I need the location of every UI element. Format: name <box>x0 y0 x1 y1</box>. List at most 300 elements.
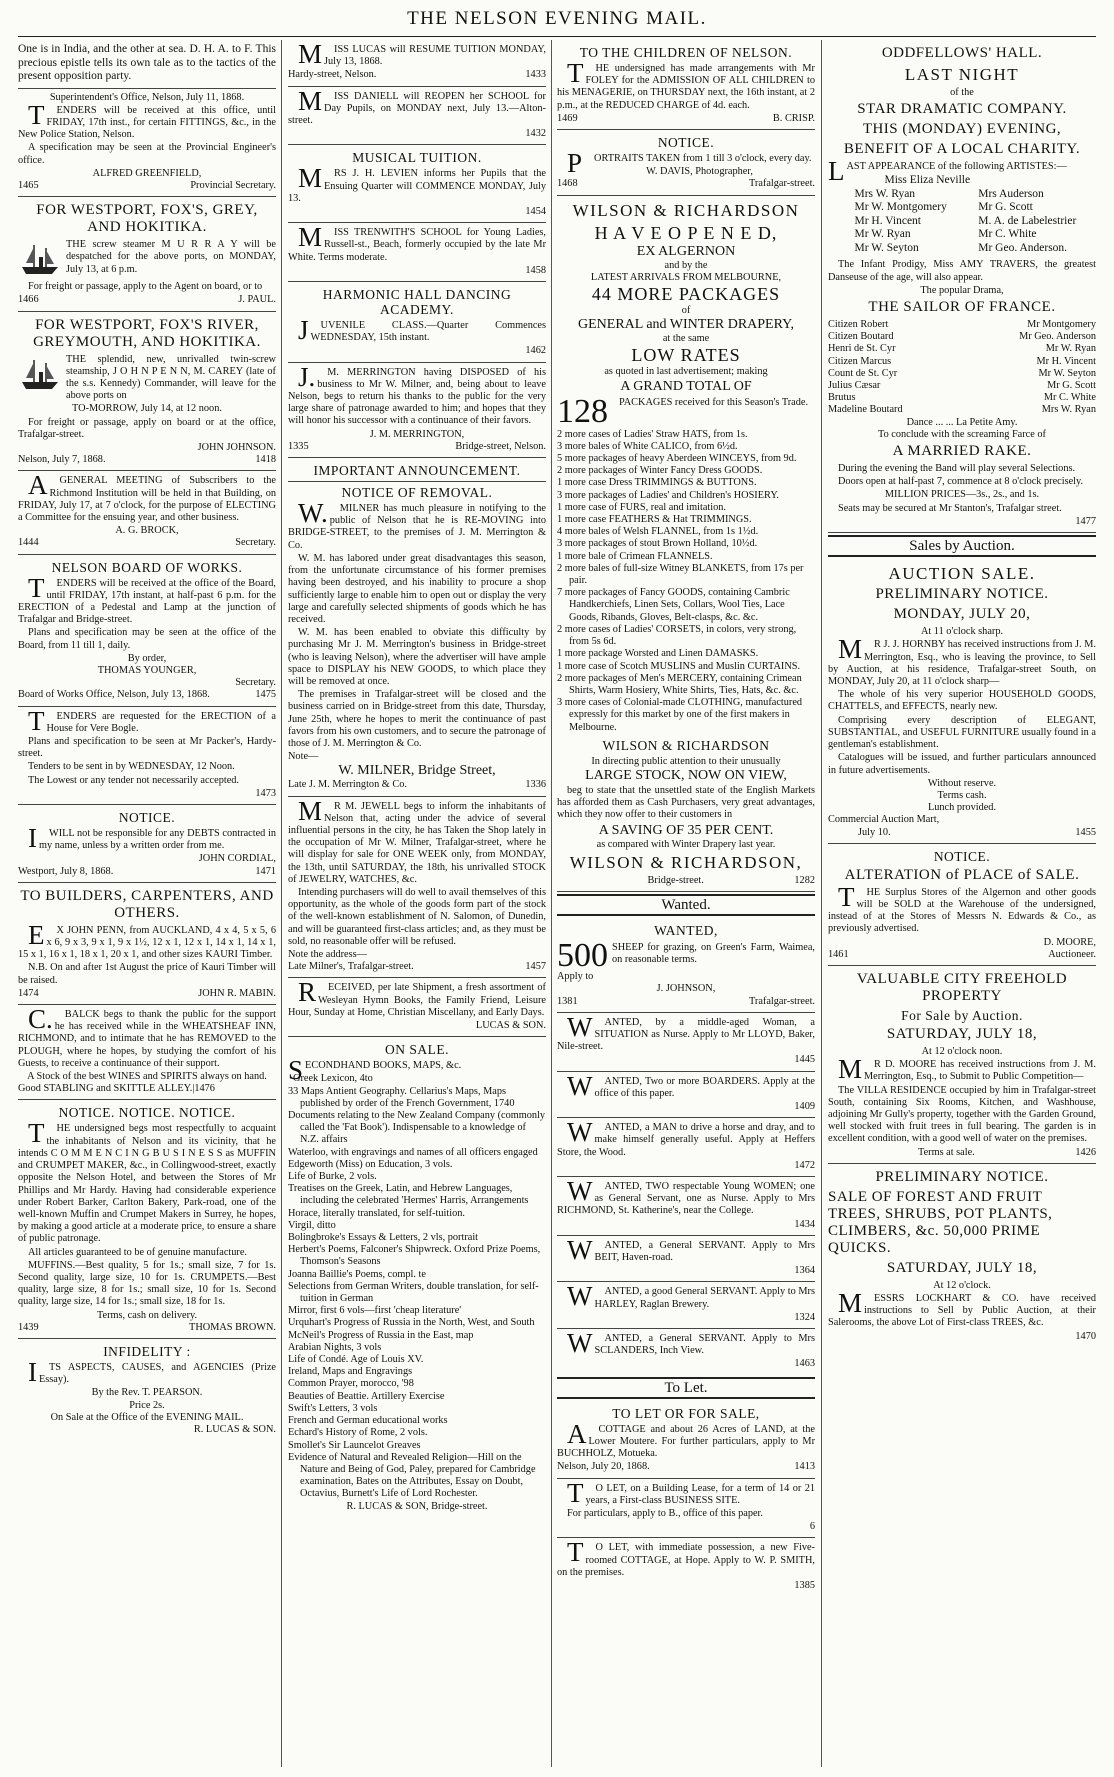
ad-secondhand-books <box>288 1037 546 1517</box>
ad-wanted <box>557 1177 815 1236</box>
book-list-item: Edgeworth (Miss) on Education, 3 vols. <box>288 1158 453 1170</box>
ad-signer: R. LUCAS & SON, Bridge-street. <box>346 1500 488 1512</box>
wanted-ads <box>557 1013 815 1375</box>
ad-number: 1475 <box>255 689 276 701</box>
goods-list-item: 1 more bale of Crimean FLANNELS. <box>557 550 713 562</box>
ad-terms: Terms cash. <box>937 789 987 801</box>
ad-trenwith-school <box>288 223 546 282</box>
ad-heading: INFIDELITY : <box>103 1343 191 1359</box>
goods-list-item: 7 more packages of Fancy GOODS, containing Cambric Handkerchiefs, Linen Sets, Collars, Wool Ties, Lace Goods, Ribands, Gloves, Belt-clasps, &c. &c. <box>557 587 790 623</box>
goods-list-item: 5 more packages of heavy Aberdeen WINCEYS, from 9d. <box>557 453 797 465</box>
ad-body-4: as compared with Winter Drapery last year. <box>596 838 776 850</box>
artiste-name: Mr H. Vincent <box>854 214 921 227</box>
book-list <box>288 1073 546 1500</box>
ad-conclude: To conclude with the screaming Farce of <box>878 428 1046 440</box>
ad-wanted <box>557 1118 815 1177</box>
ad-number: 1477 <box>1075 515 1096 527</box>
ad-body-2: Plans and specification to be seen at Mr Packer's, Hardy-street. <box>18 736 276 760</box>
ad-drama: THE SAILOR OF FRANCE. <box>868 299 1056 316</box>
goods-list-item: 4 more bales of Welsh FLANNEL, from 1s 1½d. <box>557 526 759 538</box>
ad-richmond-institution <box>18 471 276 554</box>
ad-muffin-maker <box>18 1100 276 1338</box>
goods-list-item: 2 more cases of Ladies' Straw HATS, from 1s. <box>557 428 748 440</box>
ad-heading: FOR WESTPORT, FOX'S RIVER, GREYMOUTH, AND HOKITIKA. <box>33 316 261 350</box>
ad-cordial-notice <box>18 805 276 883</box>
ad-body-2: For particulars, apply to B., office of this paper. <box>567 1508 763 1520</box>
ad-body-2: In directing public attention to their unusually <box>591 755 781 767</box>
ad-heading: TO LET OR FOR SALE, <box>612 1405 760 1421</box>
artiste-name: Mr W. Montgomery <box>854 201 947 214</box>
ad-number: 1385 <box>794 1580 815 1592</box>
ad-place: Bridge-street, Nelson. <box>455 440 546 452</box>
ad-line: A GRAND TOTAL OF <box>620 378 752 394</box>
ad-number: 1462 <box>525 345 546 357</box>
ad-heading: NOTICE. <box>118 810 176 826</box>
ad-heading: TO BUILDERS, CARPENTERS, AND OTHERS. <box>20 887 274 921</box>
book-list-item: Virgil, ditto <box>288 1219 336 1231</box>
ad-body-3: MUFFINS.—Best quality, 5 for 1s.; small size, 7 for 1s. Second quality, large size, 10 for 1s. CRUMPETS.—Best quality, large size, 8 for 1s.; small size, 10 for 1s. Second quality, large size, 14 for 1s.; small size, 18 for 1s. <box>18 1259 276 1308</box>
ad-heading: VALUABLE CITY FREEHOLD PROPERTY <box>856 970 1068 1004</box>
ad-musical-tuition <box>288 145 546 223</box>
ad-infant: The Infant Prodigy, Miss AMY TRAVERS, the greatest Danseuse of the age, will also appear. <box>828 259 1096 283</box>
ad-number: 1474 <box>18 987 39 999</box>
ad-body: SHEEP for grazing, on Green's Farm, Waimea, on reasonable terms. <box>612 942 815 966</box>
ad-benefit: BENEFIT OF A LOCAL CHARITY. <box>843 141 1081 158</box>
ad-wanted <box>557 1329 815 1375</box>
ad-wilson-richardson <box>557 196 815 892</box>
ad-dancing-academy <box>288 282 546 363</box>
ad-body: MISS DANIELL will REOPEN her SCHOOL for Day Pupils, on MONDAY next, July 13.—Alton-street. <box>288 85 546 127</box>
ad-sale: On Sale at the Office of the EVENING MAIL. <box>50 1411 244 1423</box>
ad-body: THE Surplus Stores of the Algernon and other goods will be SOLD at the Warehouse of the undersigned, instead of at the Stores of Messrs N. Edwards & Co., as previously advertised. <box>828 881 1096 935</box>
ad-number: 1455 <box>1075 826 1096 838</box>
ad-company: STAR DRAMATIC COMPANY. <box>857 101 1067 118</box>
role-row <box>828 331 1096 343</box>
role-row <box>828 356 1096 368</box>
ad-number: 1461 <box>828 948 849 960</box>
ad-heading: MUSICAL TUITION. <box>352 150 482 166</box>
ad-body-2: A specification may be seen at the Provincial Engineer's office. <box>18 142 276 166</box>
artiste-name: Miss Eliza Neville <box>884 174 971 187</box>
book-list-item: Joanna Baillie's Poems, compl. te <box>288 1268 426 1280</box>
ad-body: C.BALCK begs to thank the public for the support he has received while in the WHEATSHEAF INN, RICHMOND, and to intimate that he has REMOVED to the PLOUGH, where he hopes, by studying the comfort of his Guests, to receive a continuance of their support. <box>18 1004 276 1069</box>
column-divider <box>281 40 282 1767</box>
ad-body: MESSRS LOCKHART & CO. have received instructions to Sell by Public Auction, at their Salerooms, the above Lot of First-class TREES, &c. <box>828 1287 1096 1329</box>
ad-number: 1335 <box>288 440 309 452</box>
book-list-item: French and German educational works <box>288 1415 448 1427</box>
ad-signer: A. G. BROCK, <box>115 525 179 537</box>
role-character: Henri de St. Cyr <box>828 343 896 355</box>
artiste-name: Mr G. Scott <box>978 201 1033 214</box>
ad-body-3: W. M. has been enabled to obviate this difficulty by purchasing Mr J. M. Merrington's business in Bridge-street (who is leaving Nelson), where the advertiser will have ample space to DISPLAY his NEW GOODS, to which place they will be removed at once. <box>288 627 546 687</box>
ad-big-number: 500 <box>557 941 608 972</box>
column-1 <box>18 40 276 1771</box>
role-actor: Mr Geo. Anderson <box>1019 331 1096 343</box>
role-actor: Mr G. Scott <box>1047 380 1096 392</box>
ad-author: By the Rev. T. PEARSON. <box>91 1387 203 1399</box>
ad-body: THE undersigned begs most respectfully to acquaint the inhabitants of Nelson and its vicinity, that he intends C O M M E N C I N G B U S I N E S S as MUFFIN and CRUMPET MAKER, &c., in Collingwood-street, exactly opposite the Nelson Hotel, and between the Stores of Mr Phillips and Mr Hardy. Having had considerable experience under Robert Barker, Carlton Bakery, Park-road, one of the well-known Muffin and Crumpet Makers in Surrey, he hopes, by making a good article at a moderate price, to ensure a share of public patronage. <box>18 1118 276 1245</box>
ad-line: PACKAGES received for this Season's Trade. <box>618 396 809 408</box>
ad-appearance: LAST APPEARANCE of the following ARTISTES:— <box>828 156 1067 187</box>
book-list-item: Ireland, Maps and Engravings <box>288 1366 413 1378</box>
goods-list-item: 1 more case FEATHERS & Hat TRIMMINGS. <box>557 514 752 526</box>
ad-body: WANTED, a General SERVANT. Apply to Mrs BEIT, Haven-road. <box>567 1234 815 1265</box>
masthead: THE NELSON EVENING MAIL. <box>407 8 707 29</box>
ad-number: 1463 <box>794 1358 815 1370</box>
ad-body-2: N.B. On and after 1st August the price of Kauri Timber will be raised. <box>18 962 276 986</box>
ad-balck-plough-inn <box>18 1005 276 1100</box>
ad-merrington-disposed <box>288 363 546 458</box>
ad-wanted <box>557 1236 815 1283</box>
ad-board-of-works <box>18 555 276 707</box>
ad-signer: J. JOHNSON, <box>656 983 716 995</box>
goods-list-item: 1 more case of Scotch MUSLINS and Muslin CURTAINS. <box>557 660 801 672</box>
ad-heading: HARMONIC HALL DANCING ACADEMY. <box>322 287 512 318</box>
ad-number: 1439 <box>18 1321 39 1333</box>
ad-body: PORTRAITS TAKEN from 1 till 3 o'clock, every day. <box>567 148 812 179</box>
ad-body: MISS LUCAS will RESUME TUITION MONDAY, July 13, 1868. <box>298 40 546 69</box>
ad-forest-trees-sale <box>828 1164 1096 1347</box>
ad-heading-2: WILSON & RICHARDSON <box>602 737 770 753</box>
ad-signer: JOHN CORDIAL, <box>198 853 276 865</box>
artiste-list <box>847 174 1097 255</box>
book-list-item: Echard's History of Rome, 2 vols. <box>288 1427 428 1439</box>
ad-body-3: Comprising every description of ELEGANT, SUBSTANTIAL, and USEFUL FURNITURE usually found in a gentleman's establishment. <box>828 714 1096 751</box>
role-actor: Mr W. Ryan <box>1045 343 1096 355</box>
ad-number: 1433 <box>525 69 546 81</box>
role-character: Brutus <box>828 392 856 404</box>
ad-number: 1409 <box>794 1100 815 1112</box>
ad-alteration-of-sale <box>828 844 1096 966</box>
book-list-item: Horace, literally translated, for self-tuition. <box>288 1207 465 1219</box>
ad-time: At 11 o'clock sharp. <box>920 626 1004 638</box>
ad-signer: B. CRISP. <box>772 112 815 124</box>
ad-wanted <box>557 1282 815 1329</box>
ad-of: of the <box>950 87 974 98</box>
ad-murray-steamer <box>18 197 276 311</box>
ad-place: Trafalgar-street. <box>748 178 815 190</box>
book-list-item: Selections from German Writers, double translation, for self-tuition in German <box>288 1280 539 1305</box>
book-list-item: Common Prayer, morocco, '98 <box>288 1378 414 1390</box>
ad-lucas-school <box>288 40 546 87</box>
ad-body: RECEIVED, per late Shipment, a fresh assortment of Wesleyan Hymn Books, the Family Friend, Leisure Hour, Sunday at Home, Christian Miscellany, and Early Days. <box>288 977 546 1018</box>
ad-price: Price 2s. <box>129 1399 165 1411</box>
ad-order: By order, <box>127 652 167 664</box>
role-actor: Mr Montgomery <box>1027 319 1096 331</box>
ad-children-menagerie <box>557 40 815 130</box>
ad-infidelity-essay <box>18 1339 276 1440</box>
ad-number: 1445 <box>794 1054 815 1066</box>
column-divider <box>551 40 552 1767</box>
role-row <box>828 380 1096 392</box>
artiste-name: Mrs W. Ryan <box>854 187 916 200</box>
goods-list-item: 2 more bales of full-size Witney BLANKETS, from 17s per pair. <box>557 562 804 587</box>
ad-number: 1470 <box>1075 1330 1096 1342</box>
goods-list-item: 1 more package Worsted and Linen DAMASKS. <box>557 648 759 660</box>
ad-heading: IMPORTANT ANNOUNCEMENT. <box>313 463 521 479</box>
goods-list-item: 3 more packages of Ladies' and Children's HOSIERY. <box>557 489 780 501</box>
ad-apply: Apply to <box>557 971 594 983</box>
ad-terms: Terms, cash on delivery. <box>96 1309 198 1321</box>
ad-place: Hardy-street, Nelson. <box>288 69 377 81</box>
role-actor: Mr C. White <box>1043 392 1096 404</box>
ad-saving: A SAVING OF 35 PER CENT. <box>598 822 774 838</box>
ad-heading-3: WILSON & RICHARDSON, <box>569 852 803 872</box>
ad-note: Note— <box>288 751 319 763</box>
ad-heading: WILSON & RICHARDSON <box>572 200 800 220</box>
ad-mart: Commercial Auction Mart, <box>828 814 940 826</box>
ad-body: THE splendid, new, unrivalled twin-screw steamship, J O H N P E N N, M. CAREY (late of the s.s. Kennedy) Commander, will leave for the above ports on <box>66 353 276 402</box>
ad-big-number: 128 <box>557 396 608 427</box>
artiste-name: Mrs Auderson <box>978 187 1044 200</box>
ad-number: 1444 <box>18 537 39 549</box>
book-list-item: Life of Condé. Age of Louis XV. <box>288 1354 424 1366</box>
ad-body-2: Intending purchasers will do well to avail themselves of this opportunity, as the whole of the goods form part of the stock of the well-known establishment of N. Salomon, of Dunedin, and will be guaranteed first-class articles; and, as they must be sold, no reasonable offer will be refused. <box>288 886 546 947</box>
ad-body: TENDERS will be received at the office of the Board, until FRIDAY, 17th instant, at half-past 6 p.m. for the ERECTION of a Pedestal and Lamp at the junction of Trafalgar and Bridge-street. <box>18 572 276 626</box>
ad-signer: THOMAS BROWN. <box>189 1321 276 1333</box>
ad-title: Provincial Secretary. <box>190 179 276 191</box>
book-list-item: Herbert's Poems, Falconer's Shipwreck. Oxford Prize Poems, Thomson's Seasons <box>288 1244 541 1268</box>
ad-body-3: Tenders to be sent in by WEDNESDAY, 12 Noon. <box>28 761 235 773</box>
ad-body-4: Catalogues will be issued, and further particulars announced in future advertisements. <box>828 752 1096 776</box>
ad-heading: ON SALE. <box>385 1042 449 1058</box>
ad-place: Board of Works Office, Nelson, July 13, 1868. <box>18 689 210 701</box>
book-list-item: Mirror, first 6 vols—first 'cheap literature' <box>288 1305 462 1317</box>
ad-number: 1469 <box>557 112 578 124</box>
ad-signer: ALFRED GREENFIELD, <box>92 167 202 179</box>
ad-body: THE screw steamer M U R R A Y will be despatched for the above ports, on MONDAY, July 13, at 6 p.m. <box>66 239 276 275</box>
ad-to-let-cottage-land <box>557 1401 815 1479</box>
column-divider <box>821 40 822 1767</box>
ad-line: H A V E O P E N E D, <box>594 222 778 243</box>
ad-number: 1432 <box>525 128 546 140</box>
ad-number: 1465 <box>18 179 39 191</box>
book-list-item: Smollet's Sir Launcelot Greaves <box>288 1439 421 1451</box>
goods-list-item: 3 more bales of White CALICO, from 6½d. <box>557 440 738 452</box>
ad-signer: JOHN R. MABIN. <box>198 987 276 999</box>
ad-wanted <box>557 1013 815 1072</box>
ad-body: TENDERS are requested for the ERECTION of a House for Vere Bogle. <box>28 705 276 736</box>
role-row <box>828 404 1096 416</box>
role-row <box>828 392 1096 404</box>
role-actor: Mr H. Vincent <box>1036 355 1096 367</box>
ad-body: MRS J. H. LEVIEN informs her Pupils that the Ensuing Quarter will COMMENCE MONDAY, July 13. <box>288 163 546 204</box>
ad-sub: SALE OF FOREST AND FRUIT TREES, SHRUBS, POT PLANTS, CLIMBERS, &c. 50,000 PRIME QUICKS. <box>828 1188 1053 1256</box>
ad-signer: W. MILNER, Bridge Street, <box>338 763 496 779</box>
artiste-name: Mr W. Ryan <box>854 228 911 241</box>
ad-body: EX JOHN PENN, from AUCKLAND, 4 x 4, 5 x 5, 6 x 6, 9 x 3, 9 x 1, 9 x 1½, 12 x 1, 12 x 1, 14 x 1, 14 x 1, 15 x 1, 16 x 1, 18 x 1, 20 x 1, and other sizes KAURI Timber. <box>18 919 276 961</box>
steamship-icon <box>18 354 62 394</box>
ad-line: of <box>681 305 691 317</box>
section-auction: Sales by Auction. <box>828 535 1096 557</box>
ad-date-2: July 10. <box>858 826 891 838</box>
ad-oddfellows-hall <box>828 40 1096 533</box>
ad-body: TENDERS will be received at this office, until FRIDAY, 17th inst., for certain FITTINGS, &c., in the New Police Station, Nelson. <box>18 99 276 141</box>
ad-body: MR J. J. HORNBY has received instructions from J. M. Merrington, Esq., who is leaving the province, to Sell by Auction, at his residence, Trafalgar-street South, on MONDAY, July 20, at 11 o'clock sharp— <box>828 634 1096 688</box>
ad-body: J.M. MERRINGTON having DISPOSED of his business to Mr W. Milner, and, being about to leave Nelson, begs to return his thanks to the public for the very large share of patronage awarded to him; and hopes that they will honor his successor with a continuance of their favors. <box>288 361 546 427</box>
ad-vere-bogle <box>18 707 276 805</box>
book-list-item: 33 Maps Antient Geography. Cellarius's Maps, Maps published by order of the French Government, 1740 <box>288 1085 515 1109</box>
book-list-item: McNeil's Progress of Russia in the East, map <box>288 1329 474 1341</box>
role-character: Citizen Boutard <box>828 331 894 343</box>
goods-list-item: 2 more packages of Men's MERCERY, containing Crimean Shirts, Warm Hosiery, White Shirts, Ties, Hats, &c. &c. <box>557 672 802 696</box>
ad-milner-removal <box>288 458 546 796</box>
ad-number: 1434 <box>794 1218 815 1230</box>
ad-body-2: For freight or passage, apply to the Agent on board, or to <box>28 281 263 293</box>
ad-number: 1282 <box>794 874 815 886</box>
ad-number: 1413 <box>794 1461 815 1473</box>
ad-number: 1473 <box>255 787 276 799</box>
role-row <box>828 368 1096 380</box>
book-list-item: Evidence of Natural and Revealed Religion—Hill on the Nature and Being of God, Paley, prepared for Cambridge examination, Bates on the Attributes, Essay on Doubt, Octavius, Burnett's Life of Lord Rochester. <box>288 1451 536 1500</box>
ad-signer: J. PAUL. <box>238 294 276 306</box>
ad-hornby-auction <box>828 559 1096 843</box>
ad-sub: ALTERATION of PLACE of SALE. <box>844 866 1080 883</box>
ad-portraits <box>557 130 815 196</box>
ad-body: ITS ASPECTS, CAUSES, and AGENCIES (Prize Essay). <box>28 1356 276 1387</box>
role-character: Citizen Marcus <box>828 355 892 367</box>
book-list-item: Waterloo, with engravings and names of all officers engaged <box>288 1146 538 1158</box>
ad-body: ACOTTAGE and about 26 Acres of LAND, at the Lower Moutere. For further particulars, apply to Mr BUCHHOLZ, Motueka. <box>557 1418 815 1460</box>
ad-dance: Dance ... ... La Petite Amy. <box>906 416 1018 428</box>
ad-number: 1457 <box>525 961 546 973</box>
ad-sub: PRELIMINARY NOTICE. <box>875 586 1049 603</box>
ad-sheep-wanted <box>557 918 815 1013</box>
ad-place: Nelson, July 7, 1868. <box>18 454 106 466</box>
book-list-item: Arabian Nights, 3 vols <box>288 1341 382 1353</box>
ad-title: Secretary. <box>235 537 276 549</box>
artiste-name: Mr Geo. Anderson. <box>978 241 1068 254</box>
ad-place: Westport, July 8, 1868. <box>18 865 114 877</box>
ad-heading: WANTED, <box>654 923 718 939</box>
ad-large-stock: LARGE STOCK, NOW ON VIEW, <box>585 767 787 783</box>
ad-body: TO LET, with immediate possession, a new Five-roomed COTTAGE, at Hope. Apply to W. P. SMITH, on the premises. <box>557 1537 815 1578</box>
ad-terms: Terms at sale. <box>918 1146 975 1158</box>
ad-signer: THOMAS YOUNGER, <box>97 665 197 676</box>
column-4 <box>828 40 1096 1771</box>
ad-line: LATEST ARRIVALS FROM MELBOURNE, <box>590 271 782 283</box>
goods-list-item: 3 more cases of Colonial-made CLOTHING, manufactured expressly for this market by one of the first makers in Melbourne. <box>557 697 803 733</box>
ad-body: AGENERAL MEETING of Subscribers to the Richmond Institution will be held in that Building, on FRIDAY, July 17, at 7 o'clock, for the purpose of ELECTING a Committee for the ensuing year, and other business. <box>18 470 276 523</box>
ad-sub: For Sale by Auction. <box>901 1007 1023 1023</box>
ad-body: WANTED, a MAN to drive a horse and dray, and to make himself generally useful. Apply at Heffers Store, the Wood. <box>557 1117 815 1158</box>
ad-body: MISS TRENWITH'S SCHOOL for Young Ladies, Russell-st., Beach, formerly occupied by the late Mr White. Terms moderate. <box>288 222 546 263</box>
ad-reserve: Without reserve. <box>927 777 997 789</box>
ad-subheading: SECONDHAND BOOKS, MAPS, &c. <box>288 1055 462 1086</box>
ad-line: LOW RATES <box>631 345 741 366</box>
ad-to-let-business-site <box>557 1479 815 1539</box>
masthead-rule <box>18 36 1096 37</box>
ad-title: Auctioneer. <box>1048 948 1096 960</box>
book-list-item: Life of Burke, 2 vols. <box>288 1171 377 1183</box>
ad-to-let-cottage-hope <box>557 1538 815 1596</box>
ad-body-3: beg to state that the unsettled state of the English Markets has afforded them as Cash Purchasers, very great advantages, which they now offer to their customers in <box>557 784 815 821</box>
book-list-item: Treatises on the Greek, Latin, and Hebrew Languages, including the celebrated 'Hermes' Harris, Arrangements <box>288 1183 529 1207</box>
role-row <box>828 319 1096 331</box>
ad-body-2: W. M. has labored under great disadvantages this season, from the unfortunate circumstance of his former premises having been destroyed, and his inability to procure a shop sufficiently large to enable him to open out or display the very large and carefully selected shipments of goods which he has received. <box>288 552 546 625</box>
ad-heading: AUCTION SALE. <box>888 564 1036 584</box>
book-list-item: Urquhart's Progress of Russia in the North, West, and South <box>288 1317 535 1329</box>
ad-date: SATURDAY, JULY 18, <box>886 1025 1038 1042</box>
ad-number: 1426 <box>1075 1146 1096 1158</box>
ad-body-2: For freight or passage, apply on board or at the office, Trafalgar-street. <box>18 416 276 440</box>
ad-heading: NELSON BOARD OF WORKS. <box>51 559 243 575</box>
ad-body: WANTED, by a middle-aged Woman, a SITUATION as Nurse. Apply to Mr LLOYD, Baker, Nile-street. <box>557 1011 815 1053</box>
ad-date: SATURDAY, JULY 18, <box>886 1259 1038 1276</box>
ad-city-freehold <box>828 966 1096 1164</box>
ad-line: and by the <box>664 259 708 271</box>
ad-heading: NOTICE. <box>933 848 991 864</box>
ad-time: At 12 o'clock noon. <box>921 1045 1003 1057</box>
artiste-name: Mr C. White <box>978 228 1037 241</box>
role-character: Citizen Robert <box>828 319 889 331</box>
ad-number: 1458 <box>525 264 546 276</box>
ad-number: 1454 <box>525 206 546 218</box>
ad-place: Bridge-street. <box>647 874 704 886</box>
column-3 <box>557 40 815 1771</box>
ad-body-2: The VILLA RESIDENCE occupied by him in Trafalgar-street South, containing Six Rooms, Kitchen, and Washhouse, adjoining Mr Gully's property, together with the Garden Ground, well stocked with fruit trees in full bearing. The garden is in excellent condition, with a good well of water on the premises. <box>828 1084 1096 1145</box>
ad-body-2: A Stock of the best WINES and SPIRITS always on hand. <box>27 1071 267 1083</box>
ad-prices: MILLION PRICES—3s., 2s., and 1s. <box>884 489 1040 501</box>
ad-band: During the evening the Band will play several Selections. <box>838 463 1076 475</box>
ad-late: Late Milner's, Trafalgar-street. <box>288 961 414 973</box>
ad-number: 1466 <box>18 294 39 306</box>
ad-hymn-books <box>288 978 546 1037</box>
ad-number: 1472 <box>794 1159 815 1171</box>
ad-wanted <box>557 1072 815 1119</box>
role-character: Julius Cæsar <box>828 380 881 392</box>
ad-place: Nelson, July 20, 1868. <box>557 1461 650 1473</box>
section-wanted: Wanted. <box>557 894 815 916</box>
ad-body: WANTED, Two or more BOARDERS. Apply at the office of this paper. <box>567 1070 815 1101</box>
ad-line: as quoted in last advertisement; making <box>604 366 768 378</box>
book-list-item: Swift's Letters, 3 vols <box>288 1402 378 1414</box>
ad-body: THE undersigned has made arrangements with Mr FOLEY for the ADMISSION OF ALL CHILDREN to his MENAGERIE, on THURSDAY next, the 16th instant, at 2 p.m., at the REDUCED CHARGE of 4d. each. <box>557 58 815 111</box>
goods-list-item: 1 more case Dress TRIMMINGS & BUTTONS. <box>557 477 757 489</box>
ad-last-night: LAST NIGHT <box>904 65 1020 84</box>
ad-heading: FOR WESTPORT, FOX'S, GREY, AND HOKITIKA. <box>36 202 258 236</box>
ad-body: W.MILNER has much pleasure in notifying to the public of Nelson that he is RE-MOVING into BRIDGE-STREET, to the premises of J. M. Merrington & Co. <box>288 498 546 551</box>
ad-place: Superintendent's Office, Nelson, July 11, 1868. <box>49 91 245 103</box>
role-character: Madeline Boutard <box>828 404 903 416</box>
ad-line: at the same <box>662 333 710 345</box>
ad-note: Note the address— <box>288 948 367 960</box>
ad-body: TO LET, on a Building Lease, for a term of 14 or 21 years, a First-class BUSINESS SITE. <box>567 1477 815 1508</box>
ad-line: GENERAL and WINTER DRAPERY, <box>578 317 794 333</box>
ad-doors: Doors open at half-past 7, commence at 8 o'clock precisely. <box>838 476 1084 488</box>
column-2 <box>288 40 546 1771</box>
ad-body: JUVENILE CLASS.—Quarter Commences WEDNESDAY, 15th instant. <box>298 315 546 346</box>
ad-number: 6 <box>809 1521 815 1533</box>
ad-body: MR D. MOORE has received instructions from J. M. Merrington, Esq., to Submit to Public Competition— <box>838 1054 1096 1085</box>
ad-seats: Seats may be secured at Mr Stanton's, Trafalgar street. <box>838 502 1062 514</box>
book-list-item: Beauties of Beattie. Artillery Exercise <box>288 1390 445 1402</box>
ad-tenders-fittings <box>18 89 276 198</box>
goods-list-item: 3 more packages of stout Brown Holland, 10½d. <box>557 538 758 550</box>
ad-body: MR M. JEWELL begs to inform the inhabitants of Nelson that, acting under the advice of several influential persons in the city, he has Taken the Shop lately in the occupation of Mr W. Milner, Trafalgar-street, where he will display for sale for ONE WEEK only, from MONDAY, the 13th, until SATURDAY, the 18th, his unrivalled STOCK of JEWELRY, WATCHES, &c. <box>288 795 546 885</box>
ad-subheading: NOTICE OF REMOVAL. <box>288 481 546 500</box>
ad-farce: A MARRIED RAKE. <box>892 443 1032 460</box>
ad-number: 1471 <box>255 865 276 877</box>
book-list-item: Documents relating to the New Zealand Company (commonly called the 'Fat Book'). Indispensable to a knowledge of N.Z. affairs <box>288 1110 546 1146</box>
ad-body: WANTED, TWO respectable Young WOMEN; one as General Servant, one as Nurse. Apply to Mrs RICHMOND, St. Katherine's, near the College. <box>557 1175 815 1217</box>
ad-heading: TO THE CHILDREN OF NELSON. <box>579 45 793 60</box>
ad-body: IWILL not be responsible for any DEBTS contracted in my name, unless by a written order from me. <box>28 823 276 854</box>
ad-signer: W. DAVIS, Photographer, <box>646 166 753 178</box>
role-actor: Mrs W. Ryan <box>1041 404 1096 416</box>
section-to-let: To Let. <box>557 1377 815 1399</box>
book-list-item: Greek Lexicon, 4to <box>293 1073 373 1085</box>
